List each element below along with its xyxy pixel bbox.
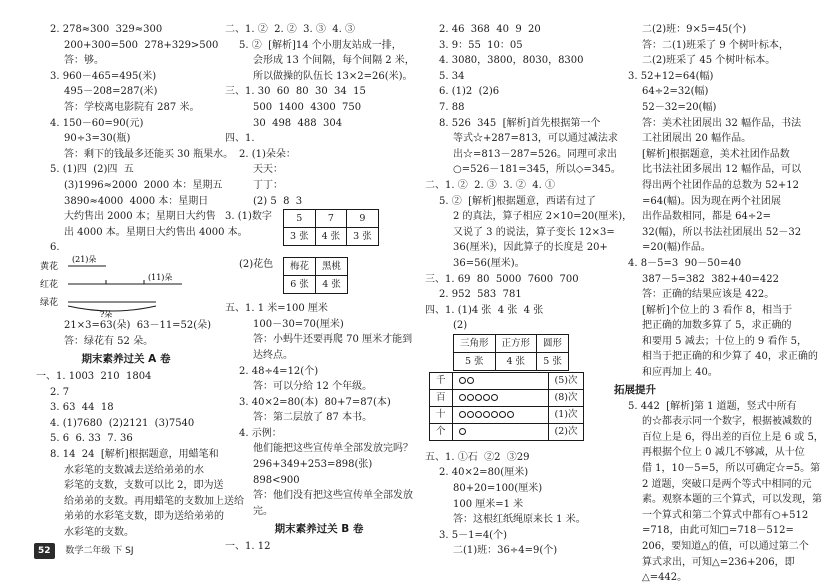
answer-line: 答：这根红纸绳原来长 1 米。 [453,514,586,526]
table2-block [225,257,413,301]
answer-line: △=442。 [642,572,688,584]
table1-block [225,209,413,257]
count-cell: (5)次 [548,372,584,389]
flower-bar-diagram [36,256,216,318]
answer-line: 答：剩下的钱最多还能买 30 瓶果水。 [64,148,234,160]
answer-line: 100 厘米=1 米 [453,498,524,510]
answer-line: 2. (1)朵朵： [239,148,296,160]
answer-line: 5. (1)四 (2)四 五 [50,164,134,176]
answer-line: 的☆都表示同一个数字，根据被减数的 [642,416,812,428]
circle-cell [452,406,548,423]
circle-cell [452,372,548,389]
answer-line: 会形成 13 个间隔，每个间隔 2 米， [253,55,415,67]
answer-line: 答：够。 [64,55,104,67]
answer-line: 三、1. 30 60 80 30 34 15 [225,86,366,98]
count-cell: (1)次 [548,406,584,423]
answer-line: 5. ② [解析]根据题意，西诺有过了 [439,195,596,207]
answer-line: 200+300=500 278+329>500 [64,39,219,51]
count-cell: (2)次 [548,423,584,440]
shapes-table-block [425,334,603,372]
answer-line: 5. 6 6. 33 7. 36 [50,433,133,445]
label-yellow: 黄花 [40,261,59,272]
answer-line: [解析]根据题意，美术社团作品数 [642,148,790,160]
answer-line: 素。观察本题的三个算式，可以发现，第 [642,494,822,506]
answer-line: =64(幅)。因为现在两个社团展 [642,195,781,207]
answer-line: 丁丁： [253,179,283,191]
answer-line: 天天： [253,164,283,176]
table-cell: 6 张 [284,276,316,294]
shapes-table [453,334,569,371]
answer-line: 三、1. 69 80 5000 7600 700 [425,273,579,285]
answer-line: 100－30=70(厘米) [253,318,344,330]
circle-mark [483,394,490,401]
answer-line: 水彩笔的支数。 [64,527,134,539]
table-row [430,389,584,406]
answer-line: 206，要知道△的值，可以通过第二个 [642,541,809,552]
answer-line: 答：学校离电影院有 287 米。 [64,101,200,113]
table-row [430,423,584,440]
table-row [430,406,584,423]
answer-line: 二、1. ② 2. ② 3. ③ 4. ③ [225,24,355,35]
answer-line: 8. 526 345 [解析]首先根据第一个 [439,117,601,129]
answer-line: 2. 952 583 781 [439,289,522,301]
answer-line: 出☆=813－287=526。同理可求出 [453,148,618,160]
answer-line: 2. 7 [50,386,70,398]
answer-line: 大约售出 2000 本；星期日大约售 [64,211,216,223]
answer-line: 3. 40×2=80(本) 80+7=87(本) [239,396,391,408]
place-name: 十 [430,406,453,423]
answer-line: 相当于把正确的和少算了 40，求正确的 [642,351,818,363]
answer-line: 彩笔的支数，支数可以比 2，即为送 [64,480,224,492]
answer-line: 和应再加上 40。 [642,367,718,379]
answer-line: 36=56(厘米)。 [453,257,525,269]
number-table [283,209,379,246]
answer-line: 一、1. 1003 210 1804 [36,371,152,383]
circle-mark [459,428,466,435]
answer-line: 6. (1)2 (2)6 [439,86,500,98]
answer-line: 4. 8－5=3 90－50=40 [628,257,742,269]
answer-line: 答：美术社团展出 32 幅作品，书法 [642,117,802,129]
answer-line: (2) [453,320,468,332]
answer-line: 二(2)班采了 45 个树叶标本。 [642,55,776,67]
answer-line: 出作品数相同，都是 64÷2= [642,211,772,223]
circle-mark [459,377,466,384]
table-cell: 3 张 [284,228,316,246]
answer-line: 给弟弟的支数。再用蜡笔的支数加上送给 [64,495,244,507]
answer-line: 3. 5－1=4(个) [439,529,507,541]
answer-line: 4. (1)7680 (2)2121 (3)7540 [50,417,195,429]
answer-line: 他们能把这些宣传单全部发放完吗？ [253,443,413,455]
answer-line: 一个算式和第二个算式中都有○+512 [642,509,809,521]
answer-line: 所以做操的队伍长 13×2=26(米)。 [253,70,413,82]
answer-line: 答：绿花有 52 朵。 [64,335,154,347]
answer-line: 3. 63 44 18 [50,402,114,414]
circle-mark [475,411,482,418]
extension-title: 拓展提升 [614,383,656,396]
answer-line: 2. 48÷4=12(个) [239,365,319,377]
answer-line: 借 1，10－5=5，所以可确定☆=5。第 [642,463,821,475]
answer-line: 500 1400 4300 750 [253,101,362,113]
answer-line: 5. ② [解析]14 个小朋友站成一排， [239,39,402,51]
answer-line: 8. 14 24 [解析]根据题意，用蜡笔和 [50,449,219,461]
answer-line: 6. [50,242,60,254]
answer-line: 21×3=63(朵) 63－11=52(朵) [64,319,212,331]
answer-line: 4. 150－60=90(元) [50,117,144,129]
answer-line: 3. 960－465=495(米) [50,70,157,82]
answer-line: 又说了 3 的说法，算子变长 12×3= [453,226,615,238]
column-3 [425,22,633,559]
answer-line: 2. 40×2=80(厘米) [439,467,529,479]
answer-line: 7. 88 [439,101,465,113]
section-b-title: 期末素养过关 B 卷 [274,523,364,536]
answer-line: 四、1. (1)4 张 4 张 4 张 [425,304,544,316]
table-cell: 三角形 [454,334,496,352]
answer-line: 2. 278≈300 329≈300 [50,24,163,35]
answer-line: 2. 46 368 40 9 20 [439,24,541,35]
answer-line: 答：二(1)班采了 9 个树叶标本， [642,39,789,51]
answer-line: 答：他们没有把这些宣传单全部发放 [253,490,413,502]
label-red: 红花 [40,279,59,290]
answer-line: =718，由此可知□=718－512= [642,525,794,537]
answer-line: 52－32=20(幅) [642,101,717,113]
answer-line: 3. 9：55 10：05 [439,39,523,51]
page-number: 52 [34,543,55,559]
answer-line: 4. 示例： [239,427,282,439]
answer-line: 得出两个社团作品的总数为 52+12 [642,179,800,191]
circle-mark [491,411,498,418]
answer-line: 比书法社团多展出 12 幅作品，可以 [642,164,802,176]
answer-line: 二(1)班：36÷4=9(个) [453,545,558,557]
answer-line: 64÷2=32(幅) [642,86,709,98]
answer-line: 四、1. [225,133,255,145]
column-2 [225,22,413,555]
table-cell: 5 张 [454,352,496,370]
table-cell: 5 张 [537,352,569,370]
table-cell: 3 张 [347,228,379,246]
answer-line: 80+20=100(厘米) [453,483,543,495]
answer-line: 3890≈4000 4000 本：星期日 [64,195,209,207]
section-a-title: 期末素养过关 A 卷 [81,353,171,366]
answer-line: 4. 3080，3800，8030，8300 [439,55,584,67]
table-cell: 9 [347,210,379,228]
table-cell: 4 张 [316,276,348,294]
answer-line: 等式☆+287=813，可以通过减法求 [453,133,618,145]
footer-text: 数学二年级 下 SJ [65,546,134,556]
answer-line: 完。 [253,505,273,517]
answer-line: 答：第二层放了 87 本书。 [253,412,373,424]
answer-line: 再根据个位上 0 减几不够减，从十位 [642,447,805,459]
answer-line: 答：可以分给 12 个年级。 [253,381,373,393]
answer-line: 一、1. 12 [225,541,271,553]
answer-line: 5. 34 [439,70,465,82]
label-unknown: ?朵 [100,309,113,319]
answer-line: 32(幅)，所以书法社团展出 52－32 [642,226,802,238]
answer-line: 答：正确的结果应该是 422。 [642,289,775,301]
answer-line: ○=526－181=345，所以◇=345。 [453,164,621,176]
answer-line: 90÷3=30(瓶) [64,133,131,145]
answer-line: 达终点。 [253,349,293,361]
circle-mark [467,377,474,384]
circle-mark [459,394,466,401]
answer-line: 二(2)班：9×5=45(个) [642,24,747,35]
count-cell: (8)次 [548,389,584,406]
table-cell: 黑桃 [316,258,348,276]
answer-line: 296+349+253=898(张) [253,459,373,471]
answer-line: 五、1. 1 米=100 厘米 [225,303,328,315]
answer-line: 五、1. ①石 ②2 ③29 [425,451,530,463]
flower-diagram [36,256,216,318]
table-cell: 4 张 [495,352,537,370]
circle-mark [459,411,466,418]
answer-line: 387－5=382 382+40=422 [642,273,779,285]
table1-label: 3. (1)数字 [225,211,272,223]
answer-line: 2 道题，突破口是两个等式中相同的元 [642,478,812,490]
answer-line: [解析]个位上的 3 看作 8，相当于 [642,304,793,316]
answer-line: =20(幅)作品。 [642,242,711,254]
place-value-table [429,372,584,441]
circle-mark [507,411,514,418]
column-4 [614,22,824,586]
table-cell: 7 [315,210,347,228]
table-cell: 5 [284,210,316,228]
answer-line: 出 4000 本。星期日大约售出 4000 本。 [64,226,248,238]
answer-line: 把正确的加数多算了 5，求正确的 [642,320,792,332]
answer-line: 弟弟的水彩笔支数，即为送给弟弟的 [64,511,224,523]
answer-line: 36(厘米)，因此算子的长度是 20+ [453,242,608,254]
circle-mark [491,394,498,401]
answer-line: 二、1. ② 2. ③ 3. ② 4. ① [425,179,555,191]
answer-line: 495－208=287(米) [64,86,158,98]
label-11: (11)朵 [148,272,173,282]
answer-line: 5. 442 [解析]第 1 道题，竖式中所有 [628,400,797,412]
table-cell: 圆形 [537,334,569,352]
answer-line: 898<900 [253,474,300,486]
answer-line: 30 498 488 304 [253,117,343,129]
answer-line: 百位上是 6，得出差的百位上是 6 或 5， [642,431,824,443]
answer-line: 答：小蚂牛还要再爬 70 厘米才能到 [253,334,413,346]
answer-line: 2 的真法，算子相应 2×10=20(厘米)， [453,211,633,223]
table2-label: (2)花色 [239,259,274,271]
table-cell: 正方形 [495,334,537,352]
answer-line: 3. 52+12=64(幅) [628,70,714,82]
place-name: 个 [430,423,453,440]
answer-line: 工社团展出 20 幅作品。 [642,133,752,145]
suit-table [283,257,348,294]
answer-line: (2) 5 8 3 [253,195,303,207]
page-footer [34,543,134,559]
answer-line: 算式求出，可知△=236+206，即 [642,556,795,568]
table-cell: 梅花 [284,258,316,276]
circle-mark [467,411,474,418]
circle-mark [475,394,482,401]
circle-cell [452,423,548,440]
table-row [430,372,584,389]
answer-line: (3)1996≈2000 2000 本：星期五 [64,179,223,191]
circle-mark [483,411,490,418]
label-21: (21)朵 [72,254,97,264]
answer-line: 和要用 5 减去；十位上的 9 看作 5， [642,335,807,347]
table-cell: 4 张 [315,228,347,246]
label-green: 绿花 [40,297,59,308]
circle-cell [452,389,548,406]
circle-mark [467,394,474,401]
circle-mark [499,411,506,418]
circle-table-block [425,372,603,450]
place-name: 百 [430,389,453,406]
answer-line: 水彩笔的支数减去送给弟弟的水 [64,464,204,476]
place-name: 千 [430,372,453,389]
